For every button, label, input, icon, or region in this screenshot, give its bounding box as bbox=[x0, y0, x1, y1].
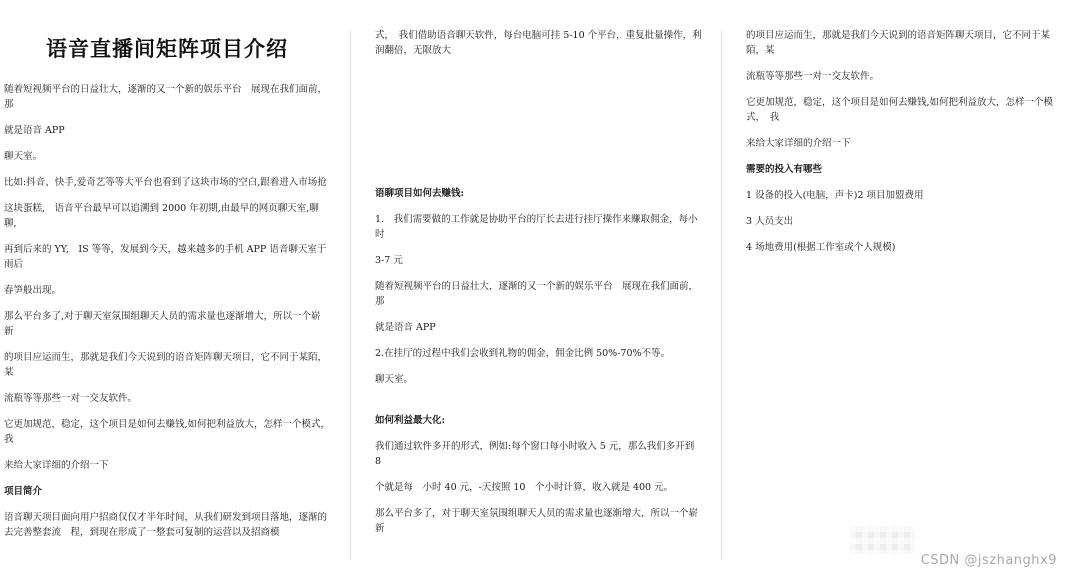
paragraph: 3-7 元 bbox=[375, 255, 403, 266]
paragraph: 流瓶等等那些一对一交友软件。 bbox=[4, 393, 138, 404]
paragraph: 来给大家详细的介绍一下 bbox=[4, 460, 109, 471]
paragraph: 这块蛋糕, 语音平台最早可以追溯到 2000 年初期,由最早的网页聊天室,聊聊, bbox=[4, 203, 319, 229]
paragraph: 它更加规范，稳定，这个项目是如何去赚钱,如何把利益放大，怎样一个模式， 我 bbox=[746, 97, 1054, 123]
document-title: 语音直播间矩阵项目介绍 bbox=[46, 36, 288, 61]
page-column-2 bbox=[351, 0, 721, 578]
page-column-1 bbox=[0, 0, 350, 578]
paragraph: 2.在挂厅的过程中我们会收到礼物的佣金，佣金比例 50%-70%不等。 bbox=[375, 348, 671, 359]
watermark: CSDN @jszhanghx9 bbox=[920, 553, 1057, 568]
paragraph: 那么平台多了，对于聊天室氛围组聊天人员的需求量也逐渐增大，所以一个崭新 bbox=[375, 508, 699, 534]
paragraph: 3 人员支出 bbox=[746, 216, 794, 227]
section-heading: 项目简介 bbox=[4, 486, 43, 497]
paragraph: 春笋般出现。 bbox=[4, 285, 62, 296]
paragraph: 再到后来的 YY, IS 等等，发展到今天，越来越多的手机 APP 语音聊天室于雨后 bbox=[4, 244, 327, 270]
paragraph: 式， 我们借助语音聊天软件，每台电脑可挂 5-10 个平台，重复批量操作，利润翻倍，无限放大 bbox=[375, 30, 702, 56]
paragraph: 就是语音 APP bbox=[375, 322, 436, 333]
paragraph: 比如:抖音、快手,爱奇艺等等大平台也看到了这块市场的空白,跟着进入市场抢 bbox=[4, 177, 327, 188]
paragraph: 1. 我们需要做的工作就是协助平台的厅长去进行挂厅操作来赚取佣金，每小时 bbox=[375, 214, 698, 240]
paragraph: 就是语音 APP bbox=[4, 125, 65, 136]
paragraph: 随着短视频平台的日益壮大，逐渐的又一个新的娱乐平台 展现在我们面前，那 bbox=[4, 84, 328, 110]
paragraph: 它更加规范，稳定，这个项目是如何去赚钱,如何把利益放大，怎样一个模式， 我 bbox=[4, 419, 335, 445]
section-heading: 需要的投入有哪些 bbox=[746, 164, 823, 175]
paragraph: 我们通过软件多开的形式，例如:每个窗口每小时收入 5 元，那么我们多开到 8 bbox=[375, 441, 698, 467]
paragraph: 来给大家详细的介绍一下 bbox=[746, 138, 851, 149]
blurred-region bbox=[850, 526, 915, 554]
paragraph: 的项目应运而生，那就是我们今天说到的语音矩阵聊天项目，它不同于某陌，某 bbox=[746, 30, 1051, 56]
section-heading: 语聊项目如何去赚钱: bbox=[375, 188, 465, 199]
page-column-3 bbox=[722, 0, 1071, 578]
paragraph: 4 场地费用(根据工作室或个人规模) bbox=[746, 242, 896, 253]
paragraph: 那么平台多了,对于聊天室氛围组聊天人员的需求量也逐渐增大，所以一个崭新 bbox=[4, 311, 321, 337]
paragraph: 语音聊天项目面向用户招商仅仅才半年时间，从我们研发到项目落地，逐渐的去完善整套流 程，到现在形成了一整套可复制的运营以及招商模 bbox=[4, 512, 328, 538]
section-heading: 如何利益最大化: bbox=[375, 415, 446, 426]
paragraph: 1 设备的投入(电脑，声卡)2 项目加盟费用 bbox=[746, 190, 924, 201]
paragraph: 聊天室。 bbox=[375, 374, 414, 385]
paragraph: 的项目应运而生，那就是我们今天说到的语音矩阵聊天项目，它不同于某陌，某 bbox=[4, 352, 328, 378]
paragraph: 个就是每 小时 40 元，-天按照 10 个小时计算，收入就是 400 元。 bbox=[375, 482, 674, 493]
paragraph: 流瓶等等那些一对一交友软件。 bbox=[746, 71, 880, 82]
paragraph: 聊天室。 bbox=[4, 151, 43, 162]
paragraph: 随着短视频平台的日益壮大，逐渐的又一个新的娱乐平台 展现在我们面前，那 bbox=[375, 281, 699, 307]
